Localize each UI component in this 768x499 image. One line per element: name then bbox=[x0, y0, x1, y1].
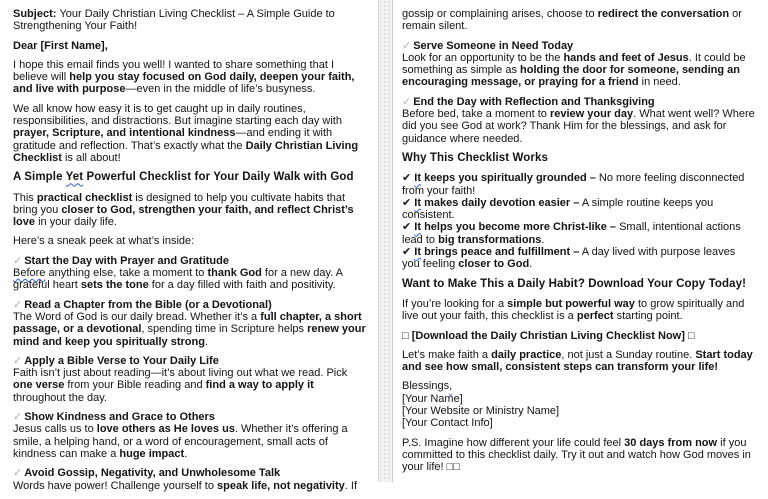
text-segment: redirect the conversation bbox=[597, 8, 730, 20]
text-segment: full chapter, a short passage, or a devotional bbox=[13, 310, 362, 336]
text-segment: one verse bbox=[13, 379, 65, 392]
left-page-column[interactable] bbox=[13, 8, 366, 499]
text-segment: [Your Name] bbox=[402, 392, 463, 405]
text-segment: throughout the day. bbox=[13, 391, 107, 404]
text-segment: for a day filled with faith and positivity. bbox=[148, 279, 336, 292]
signature-contact bbox=[402, 417, 756, 429]
text-segment: or remain silent. bbox=[402, 8, 742, 33]
text-segment: starting point. bbox=[613, 310, 683, 323]
text-segment: [Your Contact Info] bbox=[402, 417, 493, 430]
text-segment: I hope this email finds you well! I wanted to share something that I believe will bbox=[13, 58, 335, 84]
check-item-title-reflection bbox=[402, 96, 756, 108]
text-segment: Look for an opportunity to be the bbox=[402, 51, 564, 64]
text-segment: brings peace and fulfillment – bbox=[421, 246, 580, 259]
text-segment: if you committed to this checklist daily. Try it out and watch how God moves in your life! □□ bbox=[402, 436, 751, 474]
gray-checkmark-icon: ✓ bbox=[13, 298, 23, 311]
signature-blessings bbox=[402, 380, 756, 392]
benefit-bullet-devotion bbox=[402, 197, 756, 222]
black-checkmark-icon: ✔ bbox=[402, 246, 415, 259]
text-segment: It bbox=[414, 246, 422, 259]
check-item-title-kindness bbox=[13, 411, 366, 423]
gray-checkmark-icon: ✓ bbox=[13, 411, 23, 424]
text-segment: renew your mind and keep you spiritually strong bbox=[13, 323, 366, 348]
text-segment: 30 days from now bbox=[624, 436, 718, 449]
text-segment: This bbox=[13, 191, 37, 204]
text-segment: Before bed, take a moment to bbox=[402, 108, 550, 121]
check-item-title-gossip bbox=[13, 467, 366, 479]
text-segment: [Your Website or Ministry Name] bbox=[402, 405, 560, 418]
signature-name bbox=[402, 393, 756, 405]
section-heading-why bbox=[402, 152, 756, 164]
text-segment: helps you become more Christ-like – bbox=[421, 221, 617, 234]
text-segment: love others as He loves us bbox=[96, 423, 235, 436]
benefit-bullet-christlike bbox=[402, 221, 756, 246]
download-cta-line bbox=[402, 330, 756, 342]
text-segment: Apply a Bible Verse to Your Daily Life bbox=[24, 354, 219, 367]
text-segment: huge impact bbox=[119, 447, 185, 460]
text-segment: in need. bbox=[638, 76, 681, 89]
text-segment: , spending time in Scripture helps bbox=[141, 323, 308, 336]
text-segment: . bbox=[541, 233, 545, 246]
text-segment: —and ending it with gratitude and reflection. That’s exactly what the bbox=[13, 127, 333, 152]
text-segment: thank God bbox=[207, 267, 262, 280]
text-segment: anything else, take a moment to bbox=[45, 267, 208, 280]
text-segment: A Simple bbox=[13, 171, 66, 184]
check-item-body-verse bbox=[13, 367, 366, 404]
text-segment: big transformations bbox=[438, 233, 542, 246]
signature-ministry bbox=[402, 405, 756, 417]
habit-paragraph bbox=[402, 298, 756, 323]
text-segment: The Word of God is our daily bread. Whether it’s a bbox=[13, 310, 261, 323]
text-segment: No more feeling disconnected from your faith! bbox=[402, 172, 745, 197]
text-segment: Before bbox=[13, 267, 46, 280]
text-segment: Words have power! Challenge yourself to bbox=[13, 479, 218, 492]
right-page-column[interactable] bbox=[402, 8, 756, 481]
text-segment: , not just a Sunday routine. bbox=[561, 348, 696, 361]
text-segment: prayer, Scripture, and intentional kindness bbox=[13, 127, 236, 140]
text-segment: in your daily life. bbox=[35, 216, 117, 229]
text-segment: Jesus calls us to bbox=[13, 423, 97, 436]
text-segment: Read a Chapter from the Bible (or a Devotional bbox=[24, 298, 269, 311]
text-segment: End the Day with Reflection and Thanksgiving bbox=[413, 95, 655, 108]
text-segment: We all know how easy it is to get caught up in daily routines, responsibilities, and distractions. But imagine starting each day with bbox=[13, 102, 342, 128]
text-segment: to grow spiritually and live out your faith, this checklist is a bbox=[402, 297, 745, 323]
text-segment: Here’s a sneak peek at what’s inside: bbox=[13, 235, 195, 248]
text-segment: from your Bible reading and bbox=[64, 379, 206, 392]
text-segment: It bbox=[414, 172, 422, 185]
text-segment: sets the tone bbox=[80, 279, 149, 292]
check-item-body-serve bbox=[402, 52, 756, 89]
check-item-body-bible bbox=[13, 311, 366, 348]
text-segment: . If bbox=[344, 479, 358, 492]
text-segment: review your day bbox=[549, 108, 634, 121]
text-segment: Want to Make This a Daily Habit? Download Your Copy Today! bbox=[402, 277, 747, 290]
text-segment: daily practice bbox=[491, 348, 562, 361]
text-segment: It bbox=[414, 221, 422, 234]
text-segment: Show Kindness and Grace to Others bbox=[24, 411, 215, 424]
text-segment: is all about! bbox=[61, 151, 121, 164]
text-segment: Powerful Checklist for Your Daily Walk with God bbox=[83, 171, 354, 184]
text-segment: holding the door for someone, sending an encouraging message, or praying for a friend bbox=[402, 64, 740, 89]
text-segment: perfect bbox=[576, 310, 614, 323]
checklist-description bbox=[13, 192, 366, 229]
intro-paragraph bbox=[13, 59, 366, 96]
text-segment: . It could be something as simple as bbox=[402, 51, 746, 77]
check-item-title-prayer bbox=[13, 255, 366, 267]
text-segment: . bbox=[204, 335, 208, 348]
text-segment: Your Daily Christian Living Checklist – A Simple Guide to Strengthening Your Faith! bbox=[13, 8, 335, 33]
gray-checkmark-icon: ✓ bbox=[402, 95, 412, 108]
text-segment: —even in the middle of life’s busyness. bbox=[125, 83, 316, 96]
text-segment: . bbox=[184, 447, 188, 460]
gray-checkmark-icon: ✓ bbox=[13, 354, 23, 367]
text-segment: P.S. Imagine how different your life could feel bbox=[402, 436, 625, 449]
text-segment: Dear [First Name], bbox=[13, 39, 108, 52]
benefit-bullet-peace bbox=[402, 246, 756, 271]
text-segment: Why This Checklist Works bbox=[402, 151, 548, 164]
text-segment: simple but powerful way bbox=[507, 297, 635, 310]
text-segment: . bbox=[529, 258, 533, 271]
text-segment: hands and feet of Jesus bbox=[563, 51, 689, 64]
gray-checkmark-icon: ✓ bbox=[13, 254, 23, 267]
text-segment: keeps you spiritually grounded – bbox=[421, 172, 596, 185]
check-item-body-kindness bbox=[13, 423, 366, 460]
text-segment: ) bbox=[268, 298, 272, 311]
text-segment: , bbox=[449, 380, 453, 393]
black-checkmark-icon: ✔ bbox=[402, 172, 415, 185]
text-segment: makes daily devotion easier – bbox=[421, 196, 580, 209]
text-segment: Small, intentional actions lead to bbox=[402, 221, 741, 246]
check-item-body-reflection bbox=[402, 108, 756, 145]
gray-checkmark-icon: ✓ bbox=[402, 39, 412, 52]
text-segment: It bbox=[414, 196, 422, 209]
text-segment: is designed to help you cultivate habits that bring you bbox=[13, 191, 346, 216]
check-item-body-gossip-continued bbox=[402, 8, 756, 33]
text-segment: Blessings bbox=[402, 380, 450, 393]
text-segment: Faith isn’t just about reading—it’s about living out what we read. Pick bbox=[13, 367, 348, 380]
subject-line bbox=[13, 8, 366, 33]
text-segment: find a way to apply it bbox=[205, 379, 314, 392]
text-segment: speak life, not negativity bbox=[217, 479, 345, 492]
text-segment: Let’s make faith a bbox=[402, 348, 492, 361]
text-segment: If you’re looking for a bbox=[402, 297, 508, 310]
text-segment: closer to God, strengthen your faith, and reflect Christ’s love bbox=[13, 203, 354, 229]
text-segment: gossip or complaining arises, choose to bbox=[402, 8, 598, 20]
text-segment: Serve Someone in Need Today bbox=[413, 39, 574, 52]
postscript bbox=[402, 437, 756, 474]
text-segment: closer to God bbox=[458, 258, 530, 271]
text-segment: Yet bbox=[65, 171, 84, 184]
sneak-peek-line bbox=[13, 235, 366, 247]
context-paragraph bbox=[13, 103, 366, 164]
text-segment: practical checklist bbox=[36, 191, 133, 204]
text-segment: [Download the Daily Christian Living Checklist Now] bbox=[411, 329, 685, 342]
black-checkmark-icon: ✔ bbox=[402, 221, 415, 234]
text-segment: Daily Christian Living Checklist bbox=[13, 139, 359, 164]
text-segment: A simple routine keeps you consistent. bbox=[402, 196, 714, 222]
text-segment: help you stay focused on God daily, deepen your faith, and live with purpose bbox=[13, 71, 355, 96]
black-checkmark-icon: ✔ bbox=[402, 196, 415, 209]
text-segment: □ bbox=[402, 329, 412, 342]
text-segment: Avoid Gossip, Negativity, and Unwholesome Talk bbox=[24, 467, 281, 480]
check-item-title-serve bbox=[402, 40, 756, 52]
check-item-title-verse bbox=[13, 355, 366, 367]
text-segment: Subject: bbox=[13, 8, 60, 20]
gray-checkmark-icon: ✓ bbox=[13, 467, 23, 480]
text-segment: . What went well? Where did you see God at work? Thank Him for the blessings, and ask for guidance where needed. bbox=[402, 108, 755, 145]
text-segment: □ bbox=[684, 329, 695, 342]
text-segment: for a new day. A grateful heart bbox=[13, 267, 343, 292]
text-segment: Start the Day with Prayer and Gratitude bbox=[24, 254, 229, 267]
section-heading-checklist bbox=[13, 171, 366, 183]
text-segment: Start today and see how small, consistent steps can transform your life! bbox=[402, 348, 753, 374]
text-segment: . Whether it’s offering a smile, a helping hand, or a word of encouragement, small acts of kindness can make a bbox=[13, 423, 348, 460]
text-segment: A day lived with purpose leaves you feeling bbox=[402, 246, 736, 271]
check-item-body-prayer bbox=[13, 267, 366, 292]
closing-paragraph bbox=[402, 349, 756, 374]
benefit-bullet-grounded bbox=[402, 172, 756, 197]
check-item-body-gossip bbox=[13, 480, 366, 492]
section-heading-habit bbox=[402, 278, 756, 290]
check-item-title-bible bbox=[13, 299, 366, 311]
page-gap-divider bbox=[378, 0, 393, 482]
salutation bbox=[13, 40, 366, 52]
